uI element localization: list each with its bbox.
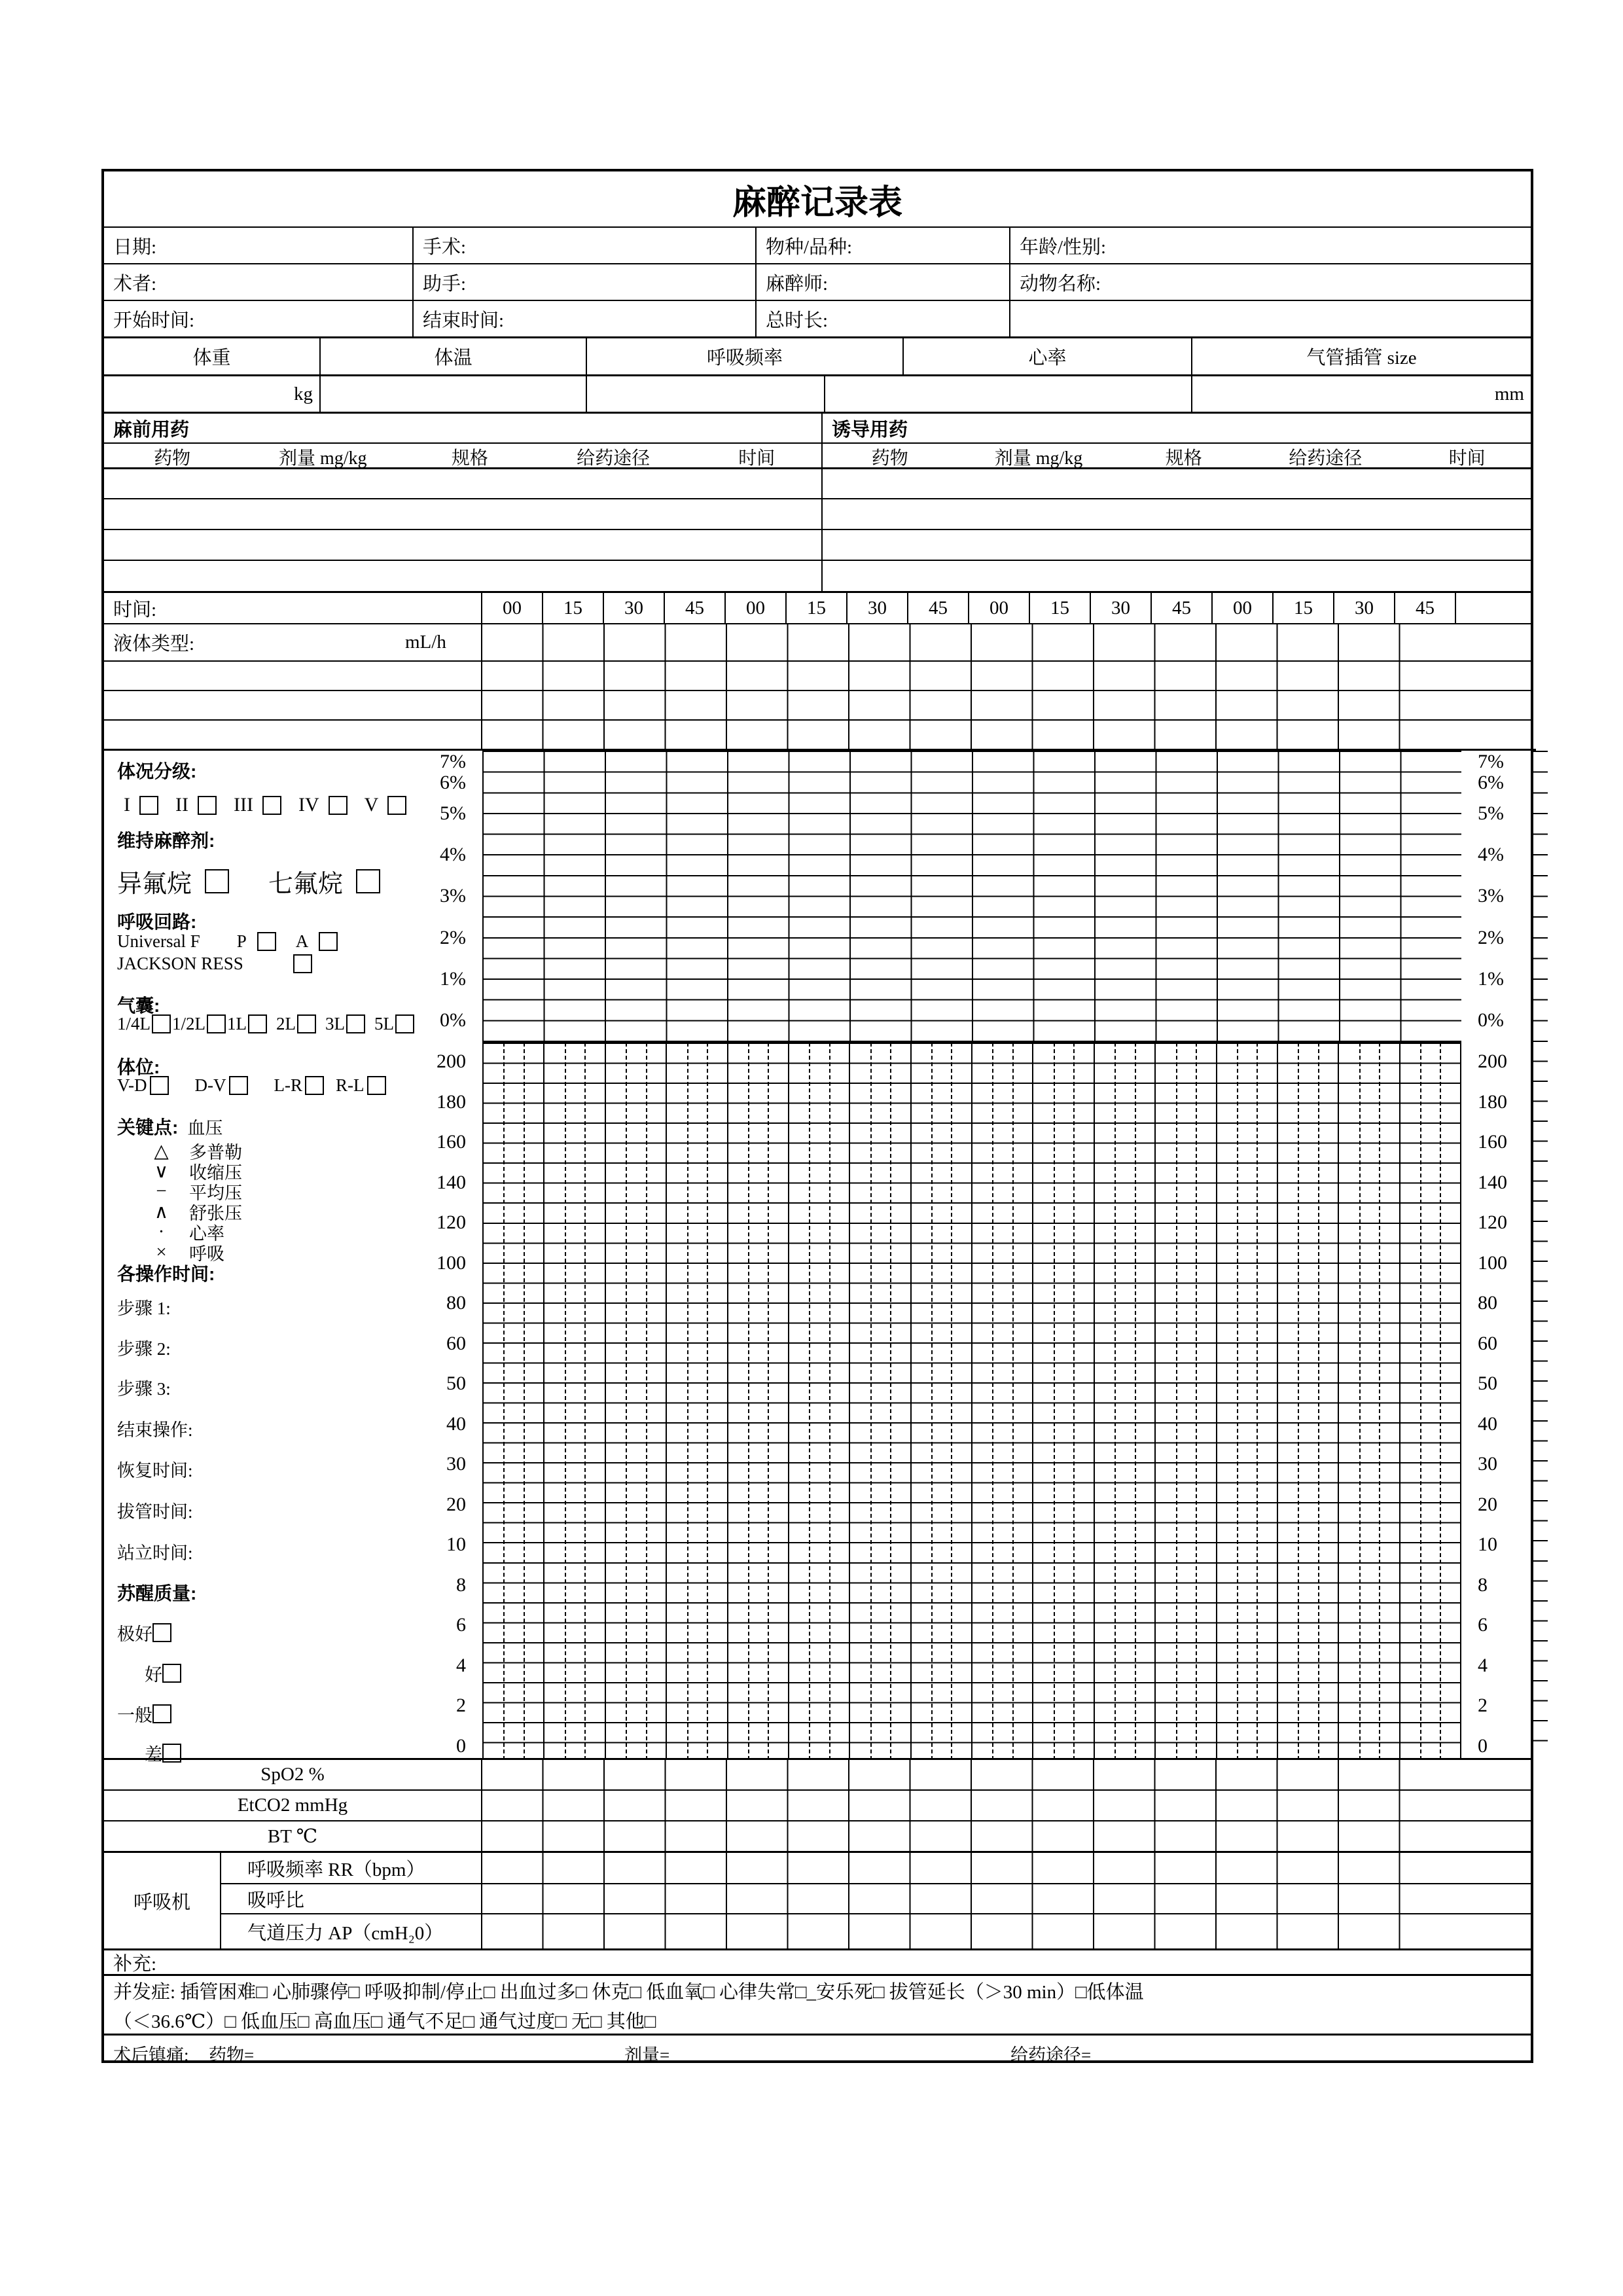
anesthetist-label: 麻醉师:: [766, 273, 829, 295]
vital-scale-right: 140: [1478, 1172, 1507, 1193]
airway-pressure-end-cell[interactable]: [1456, 1914, 1531, 1948]
asa-2-checkbox[interactable]: [198, 796, 217, 815]
surgeon-label: 术者:: [113, 273, 157, 295]
end-operation-label: 结束操作:: [117, 1420, 193, 1440]
step1-field[interactable]: [117, 1294, 171, 1319]
end-time-label: 结束时间:: [423, 310, 505, 331]
premed-entry-cell[interactable]: [104, 530, 821, 560]
med-title-row: [104, 412, 1531, 442]
recovery-good-checkbox[interactable]: [162, 1664, 181, 1683]
anesthesia-record-form: [101, 169, 1533, 2063]
vital-scale-left: 40: [446, 1413, 466, 1435]
jackson-rees-checkbox[interactable]: [293, 954, 312, 973]
vital-scale-right: 60: [1478, 1333, 1497, 1354]
extra-row-cells[interactable]: [482, 662, 1456, 690]
position-lr-label: L-R: [274, 1075, 303, 1095]
extra-row-label-cell[interactable]: [104, 721, 482, 749]
vital-scale-right: 40: [1478, 1413, 1497, 1435]
vital-scale-right: 4: [1478, 1655, 1488, 1676]
etco2-end-cell[interactable]: [1456, 1791, 1531, 1820]
extra-row: [104, 719, 1531, 749]
vital-scale-left: 0: [456, 1735, 466, 1757]
heart-rate-symbol: ·: [158, 1221, 165, 1242]
analgesia-route-field[interactable]: 给药途径=: [1010, 2045, 1092, 2065]
animal-name-label: 动物名称:: [1020, 273, 1101, 295]
time-header-row: [104, 591, 1531, 623]
position-label: 体位:: [117, 1057, 160, 1077]
extra-row: [104, 660, 1531, 690]
assistant-field[interactable]: [412, 264, 755, 300]
time-end-cell[interactable]: [1456, 593, 1531, 623]
resp-rate-value-cell[interactable]: [586, 376, 824, 412]
supplement-row: [104, 1948, 1531, 1974]
time-slot: 00: [482, 593, 543, 623]
circuit-label: 呼吸回路:: [117, 912, 197, 932]
recovery-excellent: 极好: [117, 1620, 171, 1645]
start-time-field[interactable]: [104, 301, 412, 336]
time-slot: 00: [726, 593, 787, 623]
age-sex-field[interactable]: [1009, 228, 1531, 263]
bag-label: 气囊:: [117, 996, 160, 1016]
keypoints-label: 关键点:: [117, 1117, 179, 1138]
legend-respiration: × 呼吸: [134, 1240, 224, 1265]
circuit-a-label: A: [295, 931, 309, 951]
asa-4-checkbox[interactable]: [329, 796, 348, 815]
bag-1l-checkbox[interactable]: [248, 1014, 267, 1033]
date-label: 日期:: [113, 236, 157, 258]
pct-scale-right: 3%: [1478, 885, 1504, 906]
diastolic-symbol: ∧: [154, 1202, 169, 1223]
bag-2l-label: 2L: [276, 1014, 296, 1033]
sevoflurane-label: 七氟烷: [268, 870, 344, 898]
etco2-row: [104, 1789, 1531, 1820]
vital-scale-left: 60: [446, 1333, 466, 1354]
extra-row-end-cell[interactable]: [1456, 691, 1531, 719]
step1-label: 步骤 1:: [117, 1299, 171, 1318]
etco2-cells[interactable]: [482, 1791, 1456, 1820]
et-tube-value-cell[interactable]: [1191, 376, 1531, 412]
extubation-time-label: 拔管时间:: [117, 1502, 193, 1522]
isoflurane-checkbox[interactable]: [205, 869, 229, 893]
age-sex-label: 年龄/性别:: [1020, 236, 1107, 258]
header-spare-cell[interactable]: [1009, 301, 1531, 336]
duration-label: 总时长:: [766, 310, 829, 331]
supplement-label: 补充:: [113, 1953, 157, 1975]
pct-scale-right: 0%: [1478, 1009, 1504, 1031]
temperature-value-cell[interactable]: [319, 376, 586, 412]
species-label: 物种/品种:: [766, 236, 853, 258]
standing-time-field[interactable]: [117, 1539, 193, 1564]
mm-unit: mm: [1494, 383, 1524, 404]
vital-scale-right: 30: [1478, 1453, 1497, 1475]
vital-scale-right: 6: [1478, 1614, 1488, 1636]
pct-scale-left: 2%: [440, 927, 466, 948]
vital-scale-left: 10: [446, 1534, 466, 1555]
vital-scale-left: 180: [437, 1091, 466, 1113]
vital-scale-left: 100: [437, 1252, 466, 1274]
rr-end-cell[interactable]: [1456, 1853, 1531, 1883]
spo2-row: [104, 1758, 1531, 1789]
analgesia-dose-field[interactable]: 剂量=: [624, 2045, 670, 2065]
time-slot: 45: [908, 593, 969, 623]
time-slot: 15: [787, 593, 847, 623]
premed-entry-cell[interactable]: [104, 561, 821, 591]
respiration-symbol: ×: [156, 1242, 167, 1263]
header-row-3: [104, 300, 1531, 336]
legend-diastolic: ∧ 舒张压: [134, 1199, 242, 1225]
recovery-quality-label: 苏醒质量:: [117, 1583, 197, 1604]
vital-scale-right: 8: [1478, 1574, 1488, 1596]
header-row-1: [104, 226, 1531, 263]
premed-title: 麻前用药: [113, 419, 190, 440]
legend-mean: − 平均压: [134, 1179, 242, 1204]
mean-pressure-symbol: −: [156, 1181, 167, 1202]
pct-scale-right: 1%: [1478, 968, 1504, 990]
med-entry-row: [104, 529, 1531, 560]
position-checkboxes: [117, 1075, 386, 1096]
ie-ratio-cells[interactable]: [482, 1884, 1456, 1913]
complications-line2[interactable]: （＜36.6℃）□ 低血压□ 高血压□ 通气不足□ 通气过度□ 无□ 其他□: [113, 2011, 656, 2032]
time-slot: 30: [847, 593, 908, 623]
bag-quarter-label: 1/4L: [117, 1014, 151, 1033]
airway-pressure-label: 气道压力 AP（cmH₂0）: [221, 1914, 482, 1948]
vital-scale-right: 20: [1478, 1494, 1497, 1515]
circuit-p-label: P: [236, 931, 247, 951]
header-row-2: [104, 263, 1531, 300]
end-time-field[interactable]: [412, 301, 755, 336]
vital-scale-left: 120: [437, 1211, 466, 1233]
vital-scale-left: 30: [446, 1453, 466, 1475]
surgeon-field[interactable]: [104, 264, 412, 300]
sevoflurane-checkbox[interactable]: [356, 869, 380, 893]
med-entry-row: [104, 560, 1531, 591]
bt-cells[interactable]: [482, 1821, 1456, 1851]
circuit-p-checkbox[interactable]: [257, 932, 276, 951]
recovery-excellent-checkbox[interactable]: [152, 1623, 171, 1642]
vital-scale-right: 10: [1478, 1534, 1497, 1555]
vital-scale-left: 8: [456, 1574, 466, 1596]
extra-row-cells[interactable]: [482, 691, 1456, 719]
ie-ratio-end-cell[interactable]: [1456, 1884, 1531, 1913]
position-vd-checkbox[interactable]: [150, 1076, 169, 1095]
time-slot: 30: [1334, 593, 1395, 623]
airway-pressure-cells[interactable]: [482, 1914, 1456, 1948]
vital-scale-left: 4: [456, 1655, 466, 1676]
analgesia-row: [104, 2034, 1531, 2066]
vital-scale-right: 120: [1478, 1211, 1507, 1233]
keypoints-row: [117, 1113, 223, 1139]
vital-scale-right: 50: [1478, 1372, 1497, 1394]
vital-scale-left: 50: [446, 1372, 466, 1394]
fluid-label-cell[interactable]: [104, 624, 482, 660]
asa-1-label: I: [124, 794, 130, 816]
vital-scale-right: 80: [1478, 1292, 1497, 1314]
bag-5l-label: 5L: [374, 1014, 394, 1033]
time-slot: 15: [1274, 593, 1334, 623]
page-title: 麻醉记录表: [732, 183, 902, 222]
etco2-label: EtCO2 mmHg: [104, 1791, 482, 1820]
asa-5-label: V: [364, 794, 379, 816]
rr-row: [221, 1853, 1531, 1883]
recovery-fair: 一般: [117, 1701, 171, 1727]
asa-grade-checkboxes: [124, 794, 406, 816]
standing-time-label: 站立时间:: [117, 1543, 193, 1563]
end-operation-field[interactable]: [117, 1416, 193, 1441]
vital-scale-right: 180: [1478, 1091, 1507, 1113]
maintenance-label: 维持麻醉剂:: [117, 831, 215, 851]
analgesia-label: 术后镇痛:: [113, 2045, 189, 2065]
fluid-unit-label: mL/h: [405, 632, 446, 653]
legend-systolic: ∨ 收缩压: [134, 1158, 242, 1184]
resp-rate-header: 呼吸频率: [586, 338, 902, 374]
recovery-poor: 差: [145, 1740, 181, 1766]
circuit-row-1: [117, 931, 338, 952]
kg-unit: kg: [294, 383, 313, 404]
time-slot: 15: [543, 593, 604, 623]
asa-5-checkbox[interactable]: [387, 796, 406, 815]
bag-quarter-checkbox[interactable]: [152, 1014, 171, 1033]
position-vd-label: V-D: [117, 1075, 147, 1095]
bag-3l-label: 3L: [325, 1014, 345, 1033]
date-field[interactable]: [104, 228, 412, 263]
recovery-fair-checkbox[interactable]: [152, 1704, 171, 1723]
maintenance-agents: [117, 863, 380, 899]
vitals-header-row: [104, 336, 1531, 374]
recovery-time-label: 恢复时间:: [117, 1461, 193, 1480]
time-slot: 15: [1030, 593, 1091, 623]
ie-ratio-label: 吸呼比: [221, 1884, 482, 1913]
induction-entry-cell[interactable]: [821, 469, 1531, 498]
induction-title: 诱导用药: [821, 414, 1531, 442]
vital-scale-left: 160: [437, 1131, 466, 1153]
vital-scale-right: 160: [1478, 1131, 1507, 1153]
temperature-header: 体温: [319, 338, 586, 374]
premed-columns: 药物 剂量 mg/kg 规格 给药途径 时间: [154, 448, 776, 469]
premed-entry-cell[interactable]: [104, 499, 821, 529]
heart-rate-value-cell[interactable]: [824, 376, 1191, 412]
step2-field[interactable]: [117, 1335, 171, 1360]
circuit-a-checkbox[interactable]: [319, 932, 338, 951]
operation-times-label: 各操作时间:: [117, 1264, 215, 1284]
fluid-end-cell[interactable]: [1456, 624, 1531, 660]
complications-row: [104, 1974, 1531, 2034]
time-row-label: 时间:: [104, 593, 482, 623]
bt-end-cell[interactable]: [1456, 1821, 1531, 1851]
weight-value-cell[interactable]: [104, 376, 319, 412]
pct-scale-left: 0%: [440, 1009, 466, 1031]
vitals-value-row: [104, 374, 1531, 412]
bag-size-checkboxes: [117, 1014, 414, 1034]
legend-doppler: △ 多普勒: [134, 1138, 242, 1164]
position-dv-label: D-V: [194, 1075, 226, 1095]
extra-row-label-cell[interactable]: [104, 691, 482, 719]
time-slot: 45: [1395, 593, 1456, 623]
fluid-type-label: 液体类型:: [113, 634, 195, 655]
pct-scale-left: 4%: [440, 844, 466, 865]
legend-heart-rate: · 心率: [134, 1219, 224, 1245]
spo2-cells[interactable]: [482, 1760, 1456, 1789]
extra-row-cells[interactable]: [482, 721, 1456, 749]
circuit-row-2: [117, 954, 312, 974]
extubation-time-field[interactable]: [117, 1498, 193, 1523]
time-slot: 45: [665, 593, 726, 623]
bt-label: BT ℃: [104, 1821, 482, 1851]
induction-entry-cell[interactable]: [821, 561, 1531, 591]
position-dv-checkbox[interactable]: [229, 1076, 248, 1095]
ie-ratio-row: [221, 1883, 1531, 1913]
assistant-label: 助手:: [423, 273, 467, 295]
pct-scale-left: 5%: [440, 802, 466, 824]
rr-label: 呼吸频率 RR（bpm）: [221, 1853, 482, 1883]
bag-3l-checkbox[interactable]: [346, 1014, 365, 1033]
heart-rate-header: 心率: [902, 338, 1191, 374]
spo2-label: SpO2 %: [104, 1760, 482, 1789]
surgery-field[interactable]: [412, 228, 755, 263]
vital-scale-left: 20: [446, 1494, 466, 1515]
extra-row: [104, 690, 1531, 719]
bag-2l-checkbox[interactable]: [297, 1014, 316, 1033]
doppler-symbol: △: [154, 1141, 169, 1162]
chart-region: [104, 749, 1536, 1765]
anesthetist-field[interactable]: [755, 264, 1009, 300]
pct-scale-left: 7%: [440, 751, 466, 772]
position-rl-label: R-L: [336, 1075, 365, 1095]
asa-4-label: IV: [298, 794, 319, 816]
surgery-label: 手术:: [423, 236, 467, 258]
induction-entry-cell[interactable]: [821, 530, 1531, 560]
blood-pressure-label: 血压: [187, 1118, 223, 1138]
asa-1-checkbox[interactable]: [139, 796, 158, 815]
vital-scale-left: 2: [456, 1695, 466, 1716]
time-slot: 30: [1091, 593, 1152, 623]
et-tube-header: 气管插管 size: [1191, 338, 1531, 374]
time-slot: 30: [604, 593, 665, 623]
complications-line1[interactable]: 并发症: 插管困难□ 心肺骤停□ 呼吸抑制/停止□ 出血过多□ 休克□ 低血氧□ 心律失常□_安乐死□ 拔管延长（＞30 min）□低体温: [113, 1982, 1144, 2003]
pct-scale-left: 6%: [440, 772, 466, 793]
time-slot: 00: [969, 593, 1030, 623]
time-slot: 00: [1213, 593, 1274, 623]
vital-scale-left: 80: [446, 1292, 466, 1314]
step2-label: 步骤 2:: [117, 1339, 171, 1359]
time-slot: 45: [1152, 593, 1213, 623]
ventilator-label: 呼吸机: [104, 1853, 221, 1948]
bag-1l-label: 1L: [227, 1014, 247, 1033]
weight-header: 体重: [192, 348, 231, 368]
pct-scale-right: 4%: [1478, 844, 1504, 865]
spo2-end-cell[interactable]: [1456, 1760, 1531, 1789]
bag-half-checkbox[interactable]: [207, 1014, 226, 1033]
vital-scale-left: 140: [437, 1172, 466, 1193]
pct-scale-left: 1%: [440, 968, 466, 990]
extra-row-end-cell[interactable]: [1456, 662, 1531, 690]
extra-row-end-cell[interactable]: [1456, 721, 1531, 749]
vital-scale-right: 0: [1478, 1735, 1488, 1757]
fluid-entry-cells[interactable]: [482, 624, 1456, 660]
induction-columns: 药物 剂量 mg/kg 规格 给药途径 时间: [871, 448, 1486, 469]
analgesia-drug-field[interactable]: 药物=: [209, 2045, 255, 2065]
animal-name-field[interactable]: [1009, 264, 1531, 300]
pct-scale-right: 7%: [1478, 751, 1504, 772]
vital-scale-left: 6: [456, 1614, 466, 1636]
species-field[interactable]: [755, 228, 1009, 263]
med-entry-row: [104, 498, 1531, 529]
condition-grade-label: 体况分级:: [117, 761, 197, 781]
extra-row-label-cell[interactable]: [104, 662, 482, 690]
vital-scale-right: 100: [1478, 1252, 1507, 1274]
pct-scale-right: 6%: [1478, 772, 1504, 793]
recovery-time-field[interactable]: [117, 1456, 193, 1482]
vital-scale-left: 200: [437, 1050, 466, 1072]
airway-pressure-row: [221, 1913, 1531, 1948]
pct-scale-right: 5%: [1478, 802, 1504, 824]
rr-cells[interactable]: [482, 1853, 1456, 1883]
vital-scale-right: 2: [1478, 1695, 1488, 1716]
step3-label: 步骤 3:: [117, 1379, 171, 1399]
start-time-label: 开始时间:: [113, 310, 195, 331]
vital-scale-right: 200: [1478, 1050, 1507, 1072]
pct-scale-right: 2%: [1478, 927, 1504, 948]
recovery-good: 好: [145, 1660, 181, 1686]
fluid-row: [104, 623, 1531, 660]
bag-half-label: 1/2L: [172, 1014, 205, 1033]
jackson-rees-label: JACKSON RESS: [117, 954, 243, 973]
duration-field[interactable]: [755, 301, 1009, 336]
med-header-row: [104, 442, 1531, 467]
step3-field[interactable]: [117, 1374, 171, 1400]
bt-row: [104, 1820, 1531, 1851]
position-lr-checkbox[interactable]: [305, 1076, 324, 1095]
asa-3-label: III: [233, 794, 253, 816]
isoflurane-label: 异氟烷: [117, 870, 192, 898]
med-entry-row: [104, 467, 1531, 498]
supplement-field[interactable]: [104, 1950, 1531, 1974]
universal-f-label: Universal F: [117, 931, 200, 951]
position-rl-checkbox[interactable]: [367, 1076, 386, 1095]
pct-scale-left: 3%: [440, 885, 466, 906]
systolic-symbol: ∨: [154, 1161, 169, 1182]
asa-2-label: II: [175, 794, 188, 816]
ventilator-block: [104, 1851, 1531, 1948]
premed-entry-cell[interactable]: [104, 469, 821, 498]
asa-3-checkbox[interactable]: [262, 796, 281, 815]
bag-5l-checkbox[interactable]: [395, 1014, 414, 1033]
induction-entry-cell[interactable]: [821, 499, 1531, 529]
